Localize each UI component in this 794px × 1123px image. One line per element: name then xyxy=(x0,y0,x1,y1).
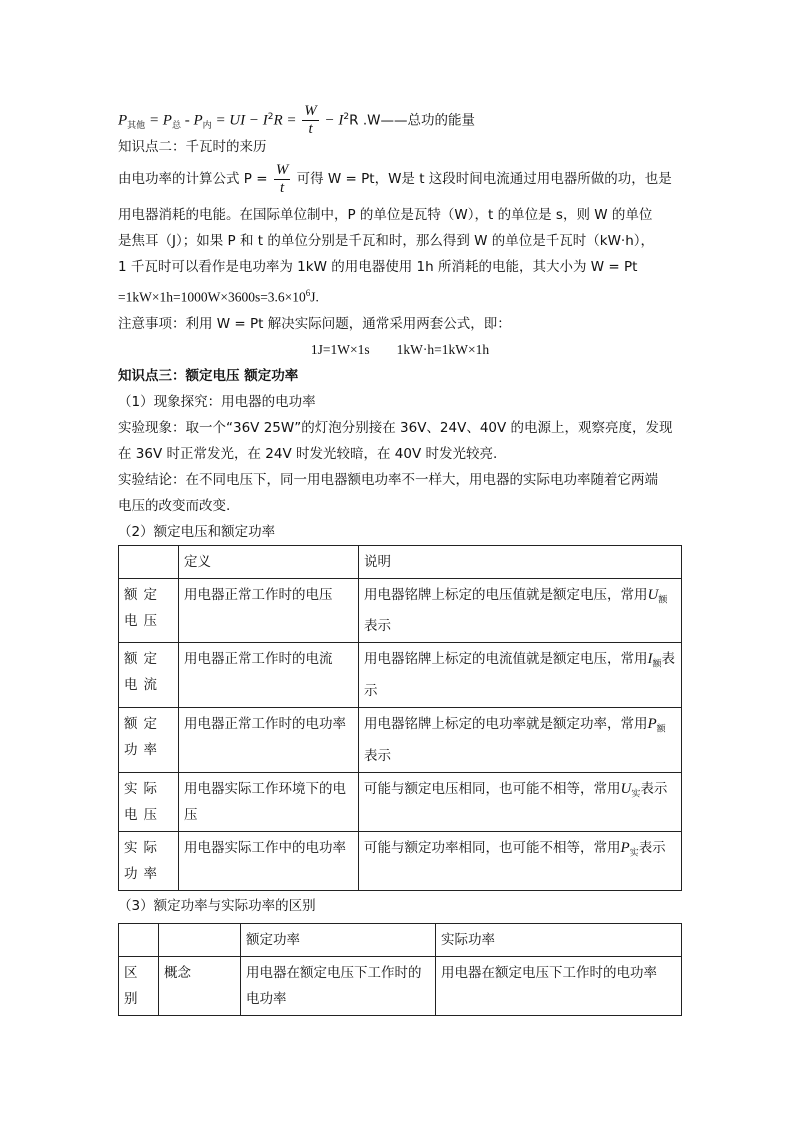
table-row: 实际功率 用电器实际工作中的电功率 可能与额定功率相同，也可能不相等，常用$P_实$表示 xyxy=(119,831,682,890)
sec2-title: （2）额定电压和额定功率 xyxy=(118,523,276,540)
table-row: 额定电流 用电器正常工作时的电流 用电器铭牌上标定的电流值就是额定电压，常用$I_额$表示 xyxy=(119,643,682,708)
formula-energy: $P_{其他} = P_总 - P_内$ = UI − $I^2R$ = $\frac{W}{t}$ − $I^2R$ .W——总功的能量 xyxy=(118,103,475,137)
table-row: 区别 概念 用电器在额定电压下工作时的电功率 用电器在额定电压下工作时的电功率 xyxy=(119,956,682,1015)
experiment-conclusion-1: 实验结论：在不同电压下，同一用电器额电功率不一样大，用电器的实际电功率随着它两端 xyxy=(118,471,658,488)
table-header-row: 额定功率 实际功率 xyxy=(119,923,682,956)
table-row: 实际电压 用电器实际工作环境下的电压 可能与额定电压相同，也可能不相等，常用$U_实$表示 xyxy=(119,772,682,831)
table-row: 额定电压 用电器正常工作时的电压 用电器铭牌上标定的电压值就是额定电压，常用$U_额$表示 xyxy=(119,578,682,643)
experiment-conclusion-2: 电压的改变而改变. xyxy=(118,497,231,514)
note-line: 注意事项：利用 W = Pt 解决实际问题，通常采用两套公式，即： xyxy=(118,315,511,332)
experiment-phenomenon-2: 在 36V 时正常发光，在 24V 时发光较暗，在 40V 时发光较亮. xyxy=(118,445,498,462)
point2-line1: 由电功率的计算公式 P = $\frac{W}{t}$ 可得 W = Pt，W是 t 这段时间电流通过用电器所做的功，也是 xyxy=(118,161,672,196)
fraction-w-over-t: $\frac{W}{t}$ xyxy=(304,103,317,137)
sec3-title: （3）额定功率与实际功率的区别 xyxy=(118,897,316,914)
point3-title: 知识点三：额定电压 额定功率 xyxy=(118,367,299,384)
point2-line5: $=1kW\times 1h=1000W\times 3600s=3.6\times 10^6J$. xyxy=(118,288,319,305)
experiment-phenomenon-1: 实验现象：取一个“36V 25W”的灯泡分别接在 36V、24V、40V 的电源上，观察亮度，发现 xyxy=(118,419,673,436)
point2-line2: 用电器消耗的电能。在国际单位制中，P 的单位是瓦特（W），t 的单位是 s，则 W 的单位 xyxy=(118,207,653,223)
point2-title: 知识点二：千瓦时的来历 xyxy=(118,139,267,155)
sec1-title: （1）现象探究：用电器的电功率 xyxy=(118,393,316,410)
note-formulas: 1J=1W×1s 1kW·h=1kW×1h xyxy=(310,341,490,357)
comparison-table xyxy=(118,923,682,1016)
document-page xyxy=(118,98,682,1016)
point2-line3: 是焦耳（J）；如果 P 和 t 的单位分别是千瓦和时，那么得到 W 的单位是千瓦时（kW·h）， xyxy=(118,233,655,249)
table-header-row: 定义 说明 xyxy=(119,545,682,578)
table-row: 额定功率 用电器正常工作时的电功率 用电器铭牌上标定的电功率就是额定功率，常用$P_额$表示 xyxy=(119,707,682,772)
rated-table xyxy=(118,545,682,891)
point2-line4: 1 千瓦时可以看作是电功率为 1kW 的用电器使用 1h 所消耗的电能，其大小为 W = Pt xyxy=(118,259,638,275)
fraction-w-over-t-2: $\frac{W}{t}$ xyxy=(275,161,289,196)
